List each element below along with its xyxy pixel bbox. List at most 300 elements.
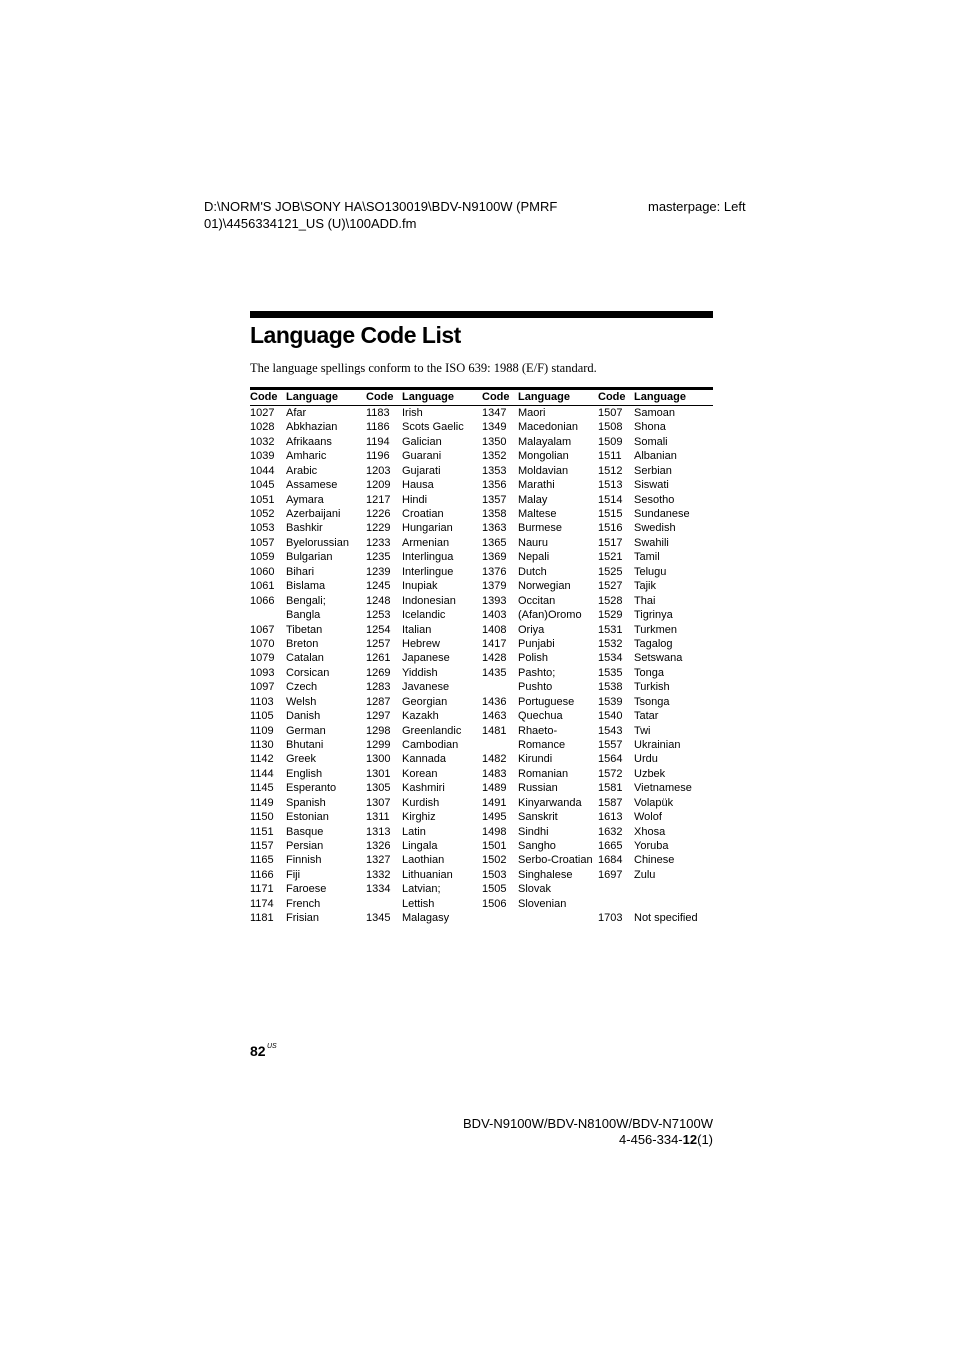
language-name: Siswati	[634, 479, 669, 492]
language-name: Portuguese	[518, 695, 575, 708]
language-code: 1105	[250, 710, 274, 722]
language-name: Rhaeto-	[518, 724, 558, 737]
language-code: 1501	[482, 839, 507, 852]
language-name: Oriya	[518, 623, 545, 636]
language-code: 1032	[250, 435, 275, 448]
language-name: Serbo-Croatian	[518, 854, 593, 867]
language-name: Urdu	[634, 753, 658, 766]
language-code: 1066	[250, 594, 275, 607]
language-name: Afrikaans	[286, 435, 332, 448]
language-code: 1248	[366, 594, 391, 607]
language-name: Maori	[518, 407, 546, 419]
language-code: 1051	[250, 493, 275, 506]
language-name: Tsonga	[634, 695, 670, 708]
page-number: 82	[250, 1043, 266, 1059]
language-code: 1239	[366, 565, 391, 578]
language-name: Bengali;	[286, 594, 326, 607]
language-name: Vietnamese	[634, 782, 692, 795]
language-name: Romanian	[518, 767, 569, 780]
language-name: Turkish	[634, 681, 670, 694]
language-name: Yoruba	[634, 839, 669, 852]
language-code: 1057	[250, 536, 275, 549]
language-code: 1417	[482, 637, 507, 650]
language-code: 1097	[250, 681, 275, 694]
language-name: Kannada	[402, 753, 447, 766]
language-code: 1144	[250, 767, 274, 780]
language-code: 1508	[598, 421, 623, 434]
language-code: 1428	[482, 652, 507, 665]
language-name: Not specified	[634, 912, 698, 924]
language-name: Esperanto	[286, 782, 337, 795]
language-code: 1045	[250, 479, 275, 492]
language-name: Swahili	[634, 536, 669, 549]
language-code: 1103	[250, 695, 274, 708]
language-code: 1028	[250, 421, 275, 434]
language-code: 1564	[598, 753, 623, 766]
language-name: Nepali	[518, 551, 550, 564]
language-code: 1311	[366, 811, 390, 823]
language-name: Amharic	[286, 450, 327, 463]
language-code: 1511	[598, 450, 622, 463]
masterpage-label: masterpage: Left	[648, 199, 746, 214]
language-code: 1209	[366, 479, 391, 492]
language-name: Serbian	[634, 464, 672, 477]
language-code: 1613	[598, 811, 623, 823]
language-name: Punjabi	[518, 637, 555, 650]
language-name: Xhosa	[634, 825, 666, 838]
language-name: Hebrew	[402, 637, 440, 650]
language-code: 1142	[250, 753, 274, 766]
language-name: Singhalese	[518, 868, 573, 881]
language-code: 1226	[366, 508, 391, 520]
language-name: Inupiak	[402, 580, 438, 593]
language-name: Interlingue	[402, 565, 454, 578]
language-code: 1313	[366, 825, 391, 838]
language-name: Javanese	[402, 681, 450, 694]
language-name: English	[286, 767, 323, 780]
language-code: 1507	[598, 407, 623, 419]
language-name: Malay	[518, 493, 548, 506]
language-name: Sangho	[518, 839, 556, 852]
language-code: 1495	[482, 811, 507, 823]
language-code: 1229	[366, 522, 391, 535]
language-name: Shona	[634, 421, 666, 434]
table-header-rule	[250, 405, 713, 406]
language-code: 1503	[482, 868, 507, 881]
language-code: 1489	[482, 782, 507, 795]
page-region-suffix: US	[267, 1043, 277, 1050]
language-code: 1174	[250, 897, 274, 910]
language-name: Occitan	[518, 594, 556, 607]
language-name: Kinyarwanda	[518, 796, 582, 809]
language-name: Estonian	[286, 811, 329, 823]
language-name: Swedish	[634, 522, 676, 535]
language-code: 1245	[366, 580, 391, 593]
language-code: 1166	[250, 868, 274, 881]
language-code: 1300	[366, 753, 391, 766]
language-name: Pushto	[518, 681, 553, 694]
language-code: 1512	[598, 464, 623, 477]
language-code: 1482	[482, 753, 507, 766]
language-name: Twi	[634, 724, 651, 737]
language-name: Uzbek	[634, 767, 666, 780]
language-name: Afar	[286, 407, 307, 419]
header-language: Language	[402, 391, 454, 403]
language-name: Latvian;	[402, 883, 441, 896]
language-name: Bihari	[286, 565, 315, 578]
language-code: 1093	[250, 666, 275, 679]
language-code: 1109	[250, 724, 274, 737]
header-language: Language	[518, 391, 570, 403]
language-code: 1254	[366, 623, 391, 636]
language-name: Norwegian	[518, 580, 571, 593]
language-name: Welsh	[286, 695, 317, 708]
language-code: 1356	[482, 479, 507, 492]
footer-code-revision: 12	[682, 1132, 698, 1147]
language-code: 1039	[250, 450, 275, 463]
language-code: 1297	[366, 710, 391, 722]
language-code: 1044	[250, 464, 275, 477]
language-code: 1217	[366, 493, 391, 506]
language-name: Aymara	[286, 493, 324, 506]
header-code: Code	[250, 391, 278, 403]
language-code: 1369	[482, 551, 507, 564]
language-code: 1157	[250, 839, 274, 852]
language-code: 1151	[250, 825, 274, 838]
language-name: Tonga	[634, 666, 664, 679]
title-rule	[250, 311, 713, 318]
language-name: Faroese	[286, 883, 327, 896]
language-name: Thai	[634, 594, 656, 607]
language-name: Malayalam	[518, 435, 572, 448]
language-name: Sindhi	[518, 825, 549, 838]
language-name: Byelorussian	[286, 536, 349, 549]
language-name: Icelandic	[402, 609, 446, 621]
language-name: Tajik	[634, 580, 657, 593]
language-name: Sundanese	[634, 508, 690, 520]
language-code: 1403	[482, 609, 507, 621]
language-code: 1527	[598, 580, 623, 593]
language-code: 1253	[366, 609, 391, 621]
language-name: Japanese	[402, 652, 450, 665]
language-code: 1365	[482, 536, 507, 549]
language-name: Maltese	[518, 508, 557, 520]
language-name: Setswana	[634, 652, 683, 665]
header-language: Language	[286, 391, 338, 403]
language-code: 1515	[598, 508, 623, 520]
language-code: 1557	[598, 738, 623, 751]
language-code: 1347	[482, 407, 507, 419]
language-name: Moldavian	[518, 464, 569, 477]
header-code: Code	[598, 391, 626, 403]
language-code: 1516	[598, 522, 623, 535]
language-name: Cambodian	[402, 738, 459, 751]
language-code: 1521	[598, 551, 623, 564]
language-name: Bulgarian	[286, 551, 333, 564]
language-code: 1463	[482, 710, 507, 722]
language-name: Chinese	[634, 854, 675, 867]
language-name: Kurdish	[402, 796, 440, 809]
language-code: 1525	[598, 565, 623, 578]
language-name: Telugu	[634, 565, 667, 578]
language-code: 1183	[366, 407, 390, 419]
language-name: Polish	[518, 652, 548, 665]
language-code: 1345	[366, 912, 391, 924]
language-code: 1181	[250, 912, 274, 924]
language-code: 1298	[366, 724, 391, 737]
language-name: Catalan	[286, 652, 324, 665]
language-name: Slovenian	[518, 897, 567, 910]
language-code: 1514	[598, 493, 623, 506]
language-code: 1408	[482, 623, 507, 636]
language-code: 1697	[598, 868, 623, 881]
language-name: Tagalog	[634, 637, 673, 650]
language-name: Macedonian	[518, 421, 578, 434]
language-code: 1502	[482, 854, 507, 867]
language-code: 1513	[598, 479, 623, 492]
language-code: 1572	[598, 767, 623, 780]
language-code: 1532	[598, 637, 623, 650]
language-code: 1233	[366, 536, 391, 549]
language-name: Bislama	[286, 580, 326, 593]
language-name: Tigrinya	[634, 609, 673, 621]
language-code: 1061	[250, 580, 275, 593]
language-code: 1379	[482, 580, 507, 593]
language-name: Turkmen	[634, 623, 677, 636]
language-name: Scots Gaelic	[402, 421, 464, 434]
language-name: Ukrainian	[634, 738, 681, 751]
language-code: 1535	[598, 666, 623, 679]
language-code: 1703	[598, 912, 623, 924]
language-name: Somali	[634, 435, 668, 448]
language-name: Finnish	[286, 854, 322, 867]
language-name: Yiddish	[402, 666, 438, 679]
language-name: Persian	[286, 839, 324, 852]
language-code: 1261	[366, 652, 391, 665]
language-code: 1506	[482, 897, 507, 910]
language-name: Interlingua	[402, 551, 454, 564]
language-code: 1053	[250, 522, 275, 535]
language-code: 1171	[250, 883, 274, 896]
language-code: 1334	[366, 883, 391, 896]
language-name: Volapük	[634, 796, 674, 809]
language-name: Abkhazian	[286, 421, 338, 434]
language-code: 1363	[482, 522, 507, 535]
language-name: Guarani	[402, 450, 442, 463]
language-code: 1665	[598, 839, 623, 852]
language-code: 1194	[366, 435, 390, 448]
language-code: 1060	[250, 565, 275, 578]
language-name: (Afan)Oromo	[518, 609, 582, 621]
language-name: Arabic	[286, 464, 318, 477]
language-name: Basque	[286, 825, 324, 838]
language-name: Frisian	[286, 912, 320, 924]
language-name: Greenlandic	[402, 724, 462, 737]
language-name: Malagasy	[402, 912, 450, 924]
language-code: 1150	[250, 811, 274, 823]
language-name: Romance	[518, 738, 566, 751]
language-code: 1305	[366, 782, 391, 795]
language-name: Armenian	[402, 536, 450, 549]
language-name: Corsican	[286, 666, 330, 679]
language-name: Georgian	[402, 695, 448, 708]
language-code: 1587	[598, 796, 623, 809]
language-name: Sanskrit	[518, 811, 558, 823]
language-name: Laothian	[402, 854, 445, 867]
language-code: 1534	[598, 652, 623, 665]
language-name: Gujarati	[402, 464, 441, 477]
language-name: Czech	[286, 681, 318, 694]
language-name: Italian	[402, 623, 432, 636]
header-code: Code	[366, 391, 394, 403]
language-name: Sesotho	[634, 493, 675, 506]
language-code: 1393	[482, 594, 507, 607]
language-code: 1352	[482, 450, 507, 463]
language-code: 1376	[482, 565, 507, 578]
language-name: German	[286, 724, 326, 737]
language-code: 1481	[482, 724, 507, 737]
language-name: Hindi	[402, 493, 428, 506]
language-code: 1483	[482, 767, 507, 780]
page-title: Language Code List	[250, 322, 461, 348]
table-top-rule	[250, 387, 713, 390]
language-code: 1332	[366, 868, 391, 881]
language-code: 1540	[598, 710, 623, 722]
language-code: 1067	[250, 623, 275, 636]
language-code: 1505	[482, 883, 507, 896]
language-name: Greek	[286, 753, 316, 766]
language-name: Bangla	[286, 609, 321, 621]
language-code: 1435	[482, 666, 507, 679]
language-code: 1257	[366, 637, 391, 650]
language-code: 1491	[482, 796, 507, 809]
language-name: Tatar	[634, 710, 659, 722]
language-name: Wolof	[634, 811, 662, 823]
language-name: Assamese	[286, 479, 338, 492]
language-name: Lingala	[402, 839, 438, 852]
language-code: 1299	[366, 738, 391, 751]
language-name: Breton	[286, 637, 319, 650]
language-code: 1307	[366, 796, 391, 809]
header-language: Language	[634, 391, 686, 403]
language-code: 1531	[598, 623, 623, 636]
language-code: 1235	[366, 551, 391, 564]
language-code: 1070	[250, 637, 275, 650]
language-code: 1684	[598, 854, 623, 867]
language-name: Azerbaijani	[286, 508, 341, 520]
language-name: Marathi	[518, 479, 555, 492]
language-name: Nauru	[518, 536, 548, 549]
language-code: 1145	[250, 782, 274, 795]
language-code: 1528	[598, 594, 623, 607]
language-code: 1581	[598, 782, 623, 795]
language-code: 1283	[366, 681, 391, 694]
language-name: Lettish	[402, 897, 435, 910]
language-code: 1287	[366, 695, 391, 708]
language-code: 1436	[482, 695, 507, 708]
language-code: 1539	[598, 695, 623, 708]
language-code: 1165	[250, 854, 274, 867]
language-code: 1529	[598, 609, 623, 621]
language-code: 1196	[366, 450, 390, 463]
language-name: Spanish	[286, 796, 326, 809]
language-name: Dutch	[518, 565, 547, 578]
header-code: Code	[482, 391, 510, 403]
language-name: Zulu	[634, 868, 656, 881]
language-code: 1538	[598, 681, 623, 694]
language-code: 1517	[598, 536, 623, 549]
language-name: Bhutani	[286, 738, 324, 751]
language-name: Croatian	[402, 508, 444, 520]
language-code: 1130	[250, 738, 274, 751]
language-code: 1326	[366, 839, 391, 852]
file-path: D:\NORM'S JOB\SONY HA\SO130019\BDV-N9100W (PMRF 01)\4456334121_US (U)\100ADD.fm	[204, 199, 558, 231]
language-name: Quechua	[518, 710, 563, 722]
language-code: 1186	[366, 421, 390, 434]
footer-code-prefix: 4-456-334-	[619, 1132, 683, 1147]
language-name: Burmese	[518, 522, 563, 535]
language-name: Latin	[402, 825, 426, 838]
language-name: Korean	[402, 767, 438, 780]
footer-code-suffix: (1)	[697, 1132, 713, 1147]
language-code: 1301	[366, 767, 391, 780]
language-code: 1269	[366, 666, 391, 679]
language-name: Pashto;	[518, 666, 556, 679]
language-name: Galician	[402, 435, 442, 448]
language-name: Fiji	[286, 868, 301, 881]
language-name: Indonesian	[402, 594, 456, 607]
language-name: Irish	[402, 407, 423, 419]
language-code: 1498	[482, 825, 507, 838]
intro-text: The language spellings conform to the ISO 639: 1988 (E/F) standard.	[250, 361, 597, 375]
footer-document-code	[619, 1131, 713, 1148]
footer-model-numbers: BDV-N9100W/BDV-N8100W/BDV-N7100W	[463, 1116, 713, 1131]
language-code: 1509	[598, 435, 623, 448]
language-name: Russian	[518, 782, 558, 795]
language-name: Kashmiri	[402, 782, 445, 795]
language-name: Hungarian	[402, 522, 453, 535]
language-code: 1149	[250, 796, 274, 809]
language-code: 1632	[598, 825, 623, 838]
language-name: Samoan	[634, 407, 675, 419]
language-code: 1203	[366, 464, 391, 477]
language-code: 1027	[250, 407, 275, 419]
language-code: 1358	[482, 508, 507, 520]
language-code: 1059	[250, 551, 275, 564]
language-name: Kirundi	[518, 753, 553, 766]
language-name: Hausa	[402, 479, 434, 492]
language-code: 1353	[482, 464, 507, 477]
language-code: 1327	[366, 854, 391, 867]
language-name: Tamil	[634, 551, 660, 564]
language-name: Albanian	[634, 450, 677, 463]
language-code: 1350	[482, 435, 507, 448]
language-name: Slovak	[518, 883, 552, 896]
language-name: Bashkir	[286, 522, 323, 535]
language-name: Tibetan	[286, 623, 323, 636]
language-name: Mongolian	[518, 450, 569, 463]
language-code: 1052	[250, 508, 275, 520]
language-name: Kirghiz	[402, 811, 436, 823]
language-code: 1543	[598, 724, 623, 737]
language-name: French	[286, 897, 321, 910]
language-code: 1349	[482, 421, 507, 434]
language-name: Danish	[286, 710, 321, 722]
language-name: Lithuanian	[402, 868, 453, 881]
language-name: Kazakh	[402, 710, 439, 722]
language-code: 1079	[250, 652, 275, 665]
language-code: 1357	[482, 493, 507, 506]
